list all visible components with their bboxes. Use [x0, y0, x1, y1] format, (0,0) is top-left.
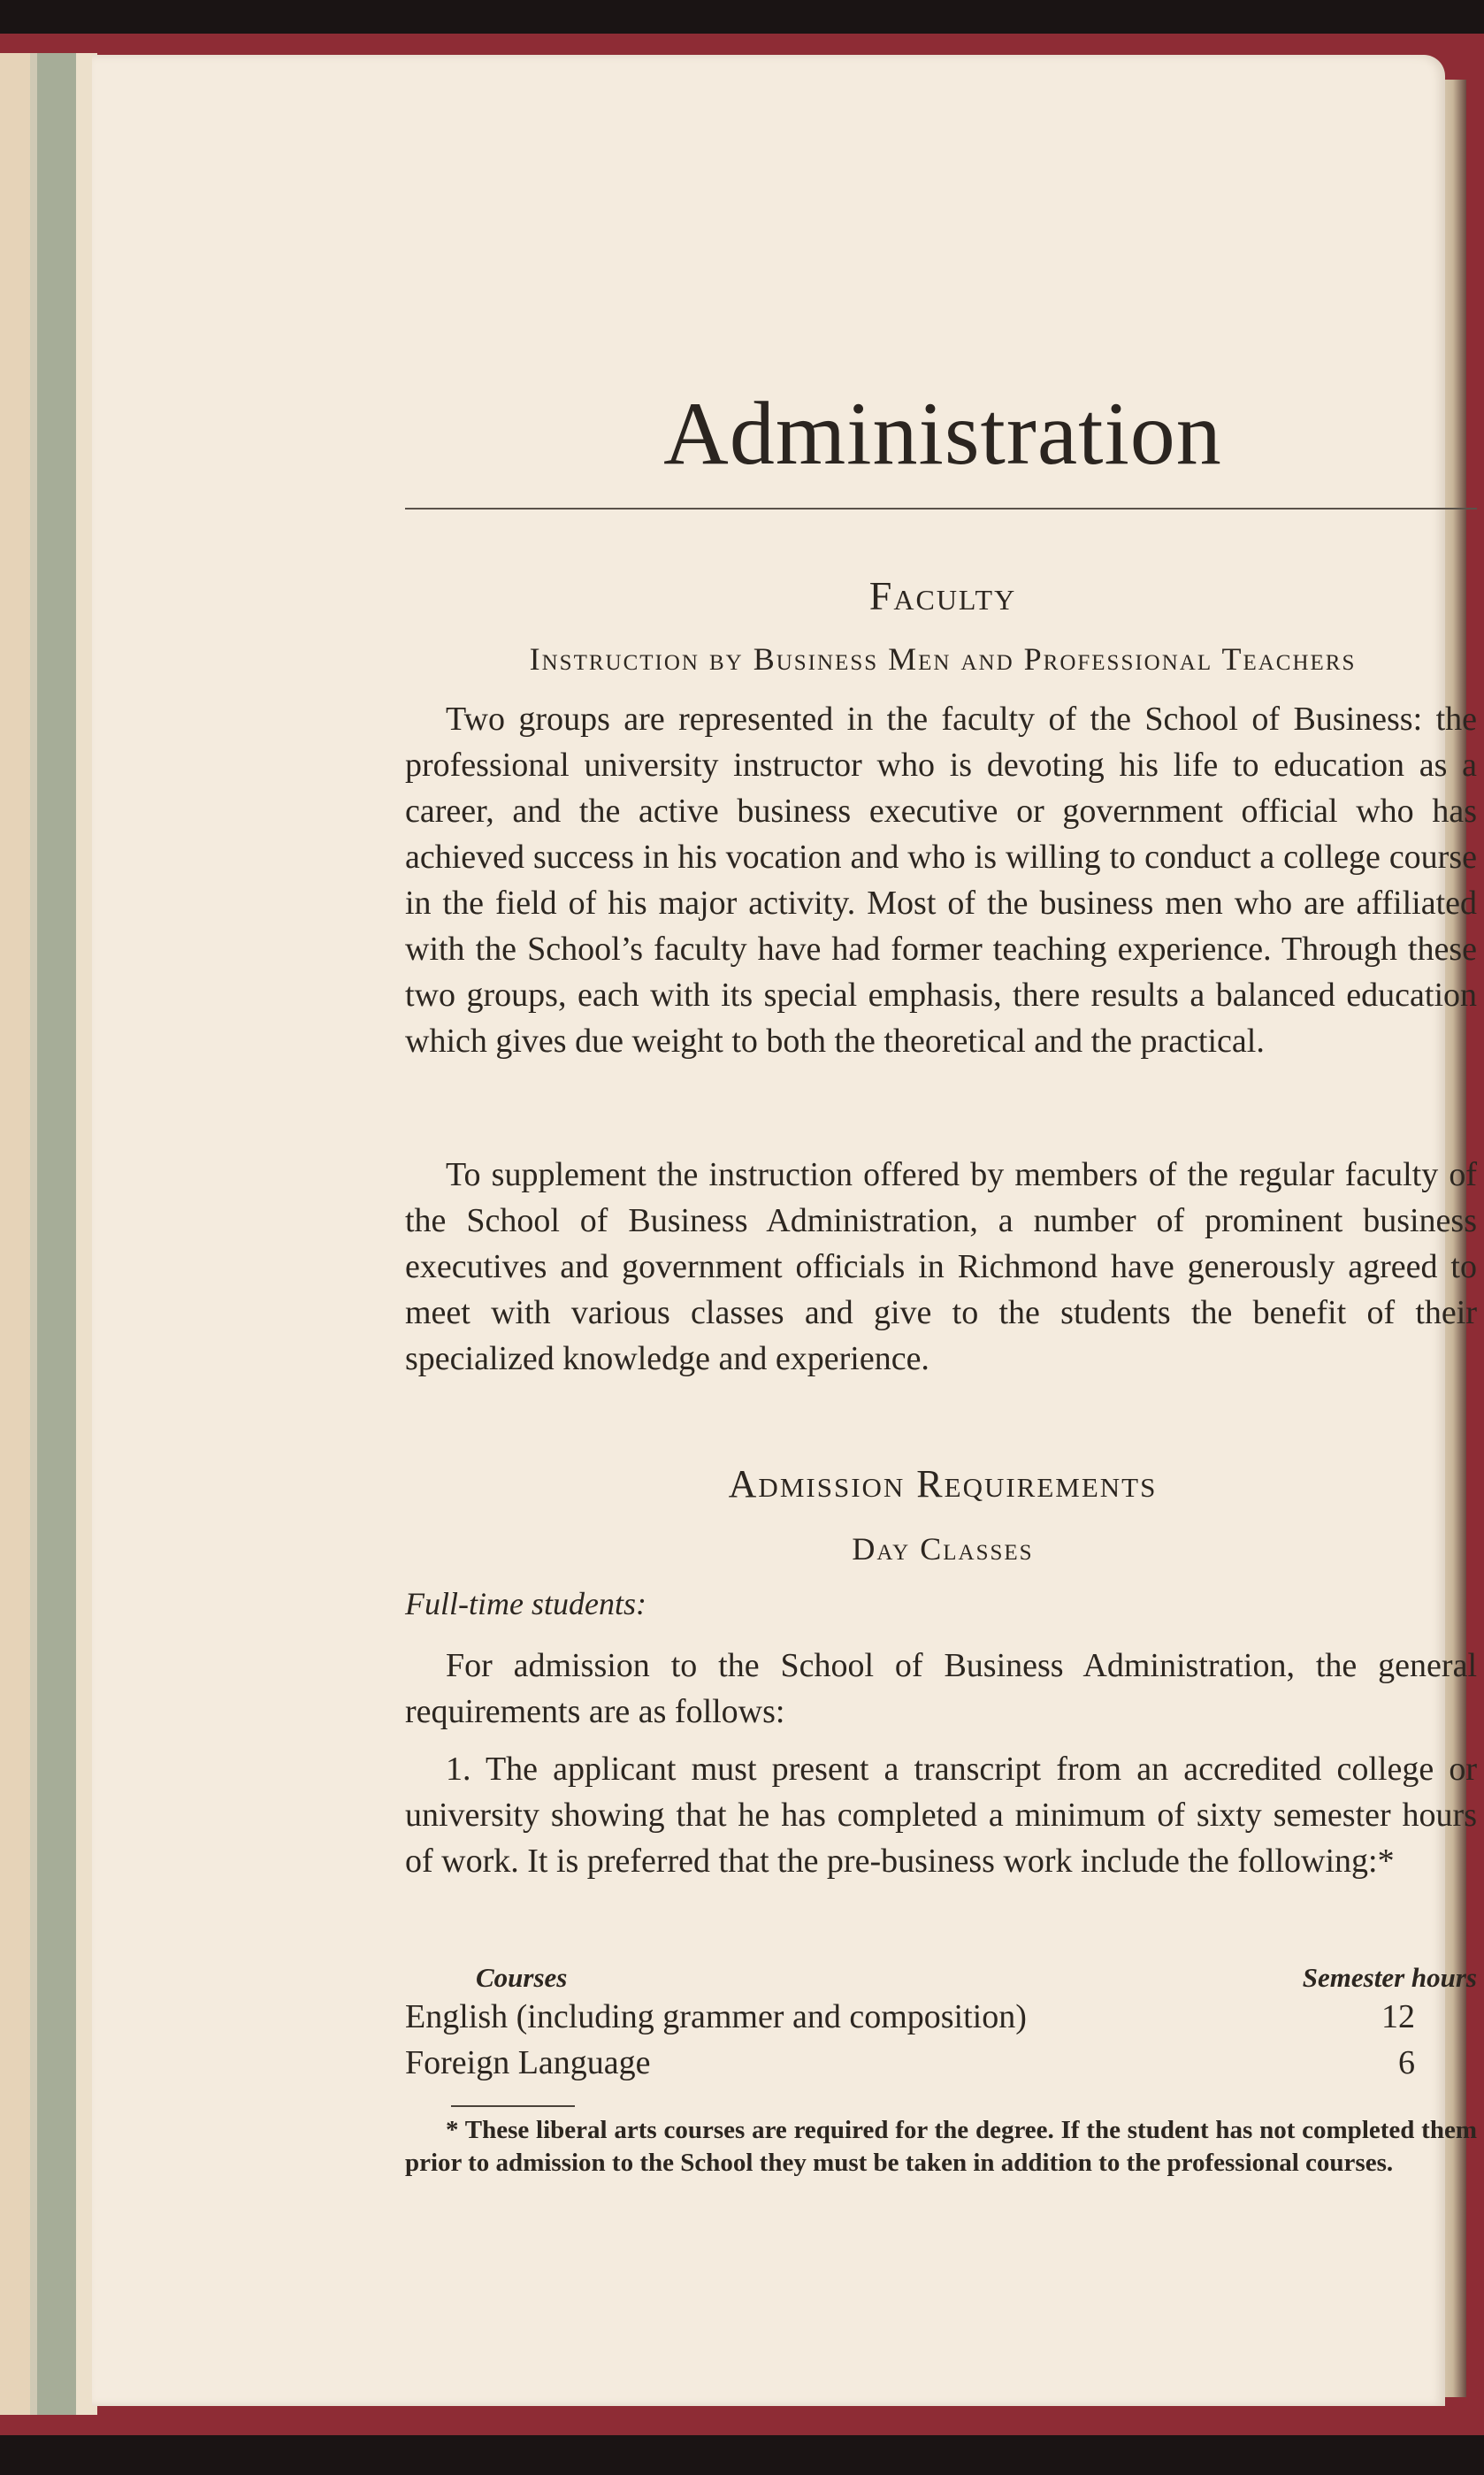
- courses-table: [405, 1957, 1480, 2089]
- course-hours: 6: [1398, 2044, 1415, 2081]
- hours-column-header: Semester hours: [1302, 1962, 1477, 1993]
- requirement-1-paragraph: 1. The applicant must present a transcript from an accredited college or university showing that he has completed a minimum of sixty semester hours of work. It is preferred that the pre-business work include the following:*: [405, 1751, 1477, 1880]
- day-classes-subheading: Day Classes: [852, 1531, 1034, 1567]
- fulltime-students-label: Full-time students:: [405, 1586, 646, 1621]
- footnote: * These liberal arts courses are required for the degree. If the student has not completed them prior to admission to the School they must be taken in addition to the professional courses.: [405, 2116, 1477, 2177]
- book-page: [92, 55, 1477, 2406]
- title-rule: [405, 508, 1477, 510]
- footnote-rule: [451, 2105, 575, 2107]
- admission-heading: Admission Requirements: [728, 1462, 1158, 1506]
- course-hours: 12: [1381, 1998, 1415, 2035]
- page-stack-edges: [0, 53, 97, 2415]
- table-row: [405, 1997, 1480, 2043]
- faculty-heading: Faculty: [868, 573, 1017, 618]
- course-name: Foreign Language: [405, 2044, 651, 2081]
- courses-column-header: Courses: [476, 1962, 568, 1993]
- instruction-subheading: Instruction by Business Men and Professional Teachers: [529, 641, 1357, 677]
- course-name: English (including grammer and composition): [405, 1998, 1027, 2035]
- page-title: Administration: [663, 384, 1222, 484]
- faculty-paragraph-1: Two groups are represented in the faculty of the School of Business: the professional university instructor who is devoting his life to education as a career, and the active business executive or government official who has achieved success in his vocation and who is willing to conduct a college course in the field of his major activity. Most of the business men who are affiliated with the School’s faculty have had former teaching experience. Through these two groups, each with its special emphasis, there results a balanced education which gives due weight to both the theoretical and the practical.: [405, 701, 1477, 1060]
- admission-intro-paragraph: For admission to the School of Business Administration, the general requirements are as follows:: [405, 1647, 1477, 1730]
- faculty-paragraph-2: To supplement the instruction offered by members of the regular faculty of the School of Business Administration, a number of prominent business executives and government officials in Richmond have generously agreed to meet with various classes and give to the students the benefit of their specialized knowledge and experience.: [405, 1156, 1477, 1377]
- table-row: [405, 2043, 1480, 2089]
- table-header: [405, 1957, 1480, 1997]
